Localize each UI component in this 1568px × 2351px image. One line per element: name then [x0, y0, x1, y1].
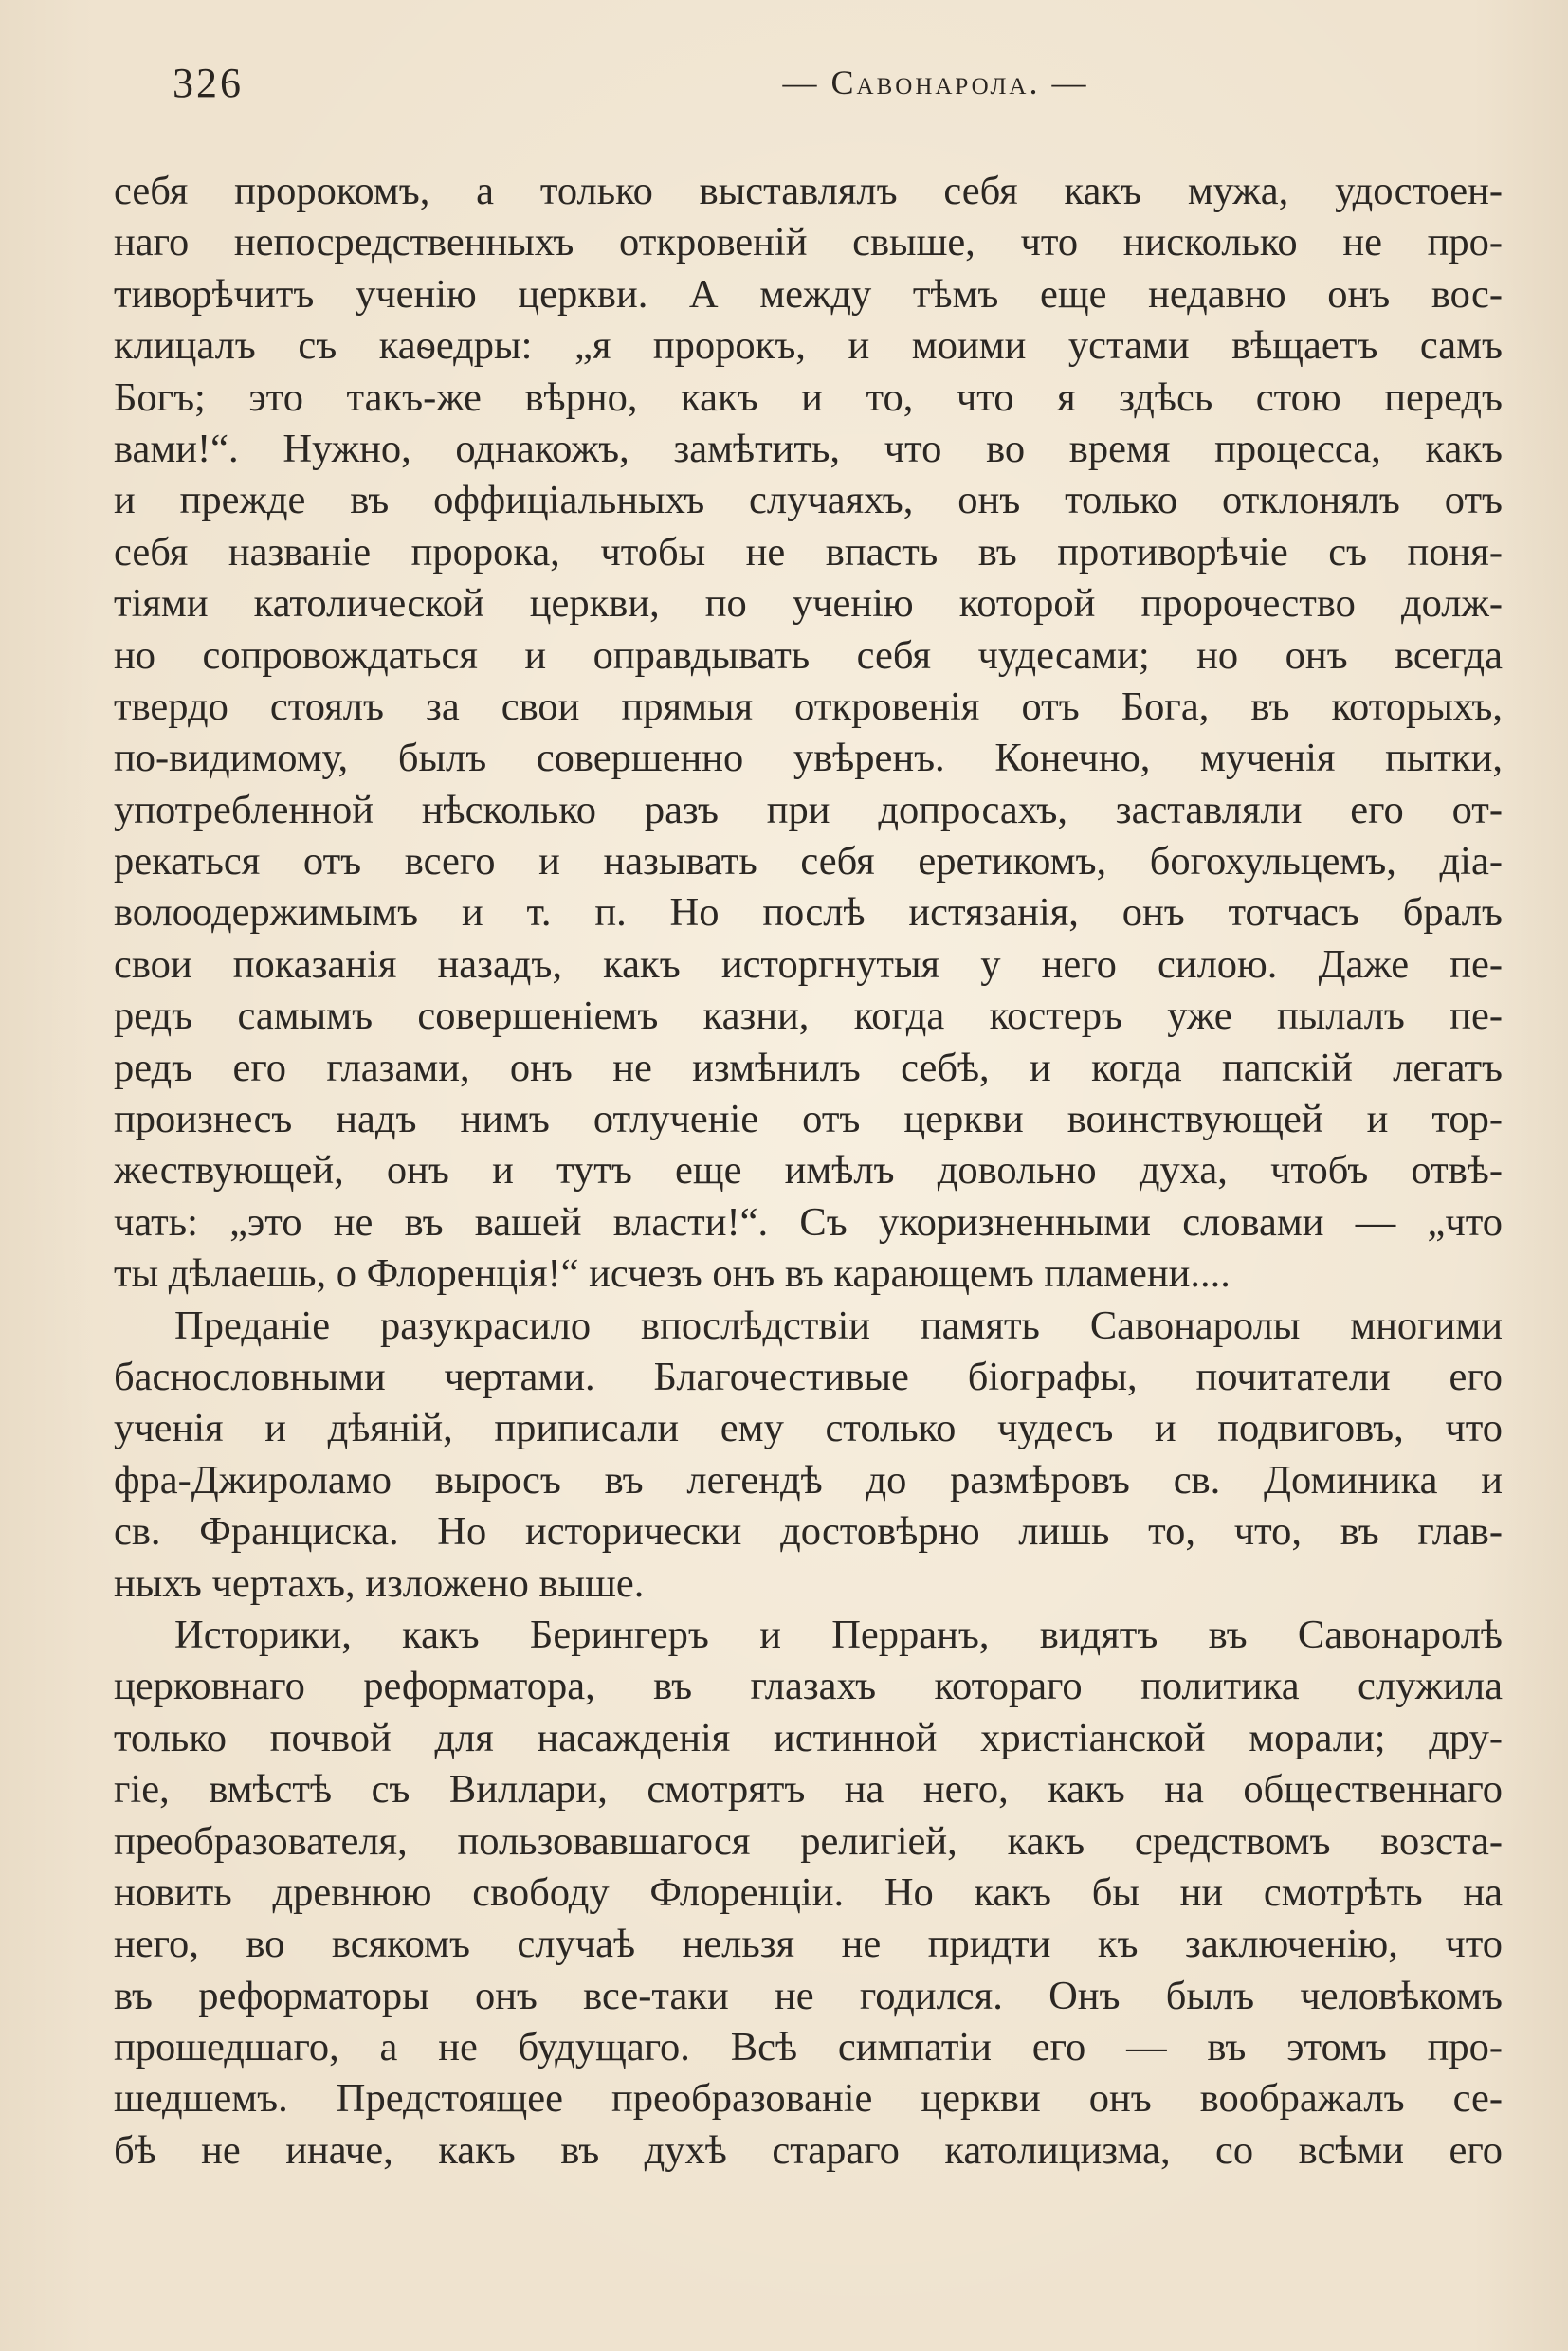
- text-line: въ реформаторы онъ все-таки не годился. Онъ былъ человѣкомъ: [114, 1973, 1503, 2018]
- text-line: свои показанiя назадъ, какъ исторгнутыя у него силою. Даже пе-: [114, 941, 1503, 987]
- text-line: наго непосредственныхъ откровенiй свыше, что нисколько не про-: [114, 220, 1503, 265]
- page-number: 326: [173, 60, 244, 106]
- text-line: преобразователя, пользовавшагося религiей, какъ средствомъ возста-: [114, 1818, 1503, 1864]
- text-line: церковнаго реформатора, въ глазахъ котораго политика служила: [114, 1664, 1503, 1709]
- text-line: себя названiе пророка, чтобы не впасть въ противорѣчiе съ поня-: [114, 529, 1503, 574]
- text-line: себя пророкомъ, а только выставлялъ себя какъ мужа, удостоен-: [114, 169, 1503, 213]
- text-line: редъ самымъ совершенiемъ казни, когда костеръ уже пылалъ пе-: [114, 993, 1503, 1039]
- text-line: ты дѣлаешь, о Флоренцiя!“ исчезъ онъ въ карающемъ пламени....: [114, 1251, 1231, 1297]
- text-line: произнесъ надъ нимъ отлученiе отъ церкви воинствующей и тор-: [114, 1097, 1503, 1142]
- text-line: по-видимому, былъ совершенно увѣренъ. Конечно, мученiя пытки,: [114, 736, 1503, 781]
- text-line: употребленной нѣсколько разъ при допросахъ, заставляли его от-: [114, 787, 1503, 832]
- body-text: [114, 166, 1503, 2177]
- text-line: фра-Джироламо выросъ въ легендѣ до размѣровъ св. Доминика и: [114, 1457, 1503, 1503]
- text-line: тиворѣчитъ ученiю церкви. А между тѣмъ еще недавно онъ вос-: [114, 271, 1503, 317]
- paragraph-first-line: Историки, какъ Берингеръ и Перранъ, видятъ въ Савонаролѣ: [174, 1612, 1503, 1657]
- text-line: чать: „это не въ вашей власти!“. Съ укоризненными словами — „что: [114, 1199, 1503, 1245]
- text-line: новить древнюю свободу Флоренцiи. Но какъ бы ни смотрѣть на: [114, 1869, 1503, 1915]
- text-line: волоодержимымъ и т. п. Но послѣ истязанiя, онъ тотчасъ бралъ: [114, 890, 1503, 936]
- text-line: ученiя и дѣянiй, приписали ему столько чудесъ и подвиговъ, что: [114, 1406, 1503, 1451]
- text-line: бѣ не иначе, какъ въ духѣ стараго католицизма, со всѣми его: [114, 2127, 1503, 2173]
- text-line: него, во всякомъ случаѣ нельзя не придти къ заключенiю, что: [114, 1922, 1503, 1967]
- text-line: ныхъ чертахъ, изложено выше.: [114, 1560, 645, 1606]
- text-line: прошедшаго, а не будущаго. Всѣ симпатiи его — въ этомъ про-: [114, 2025, 1503, 2070]
- running-title: — Савонарола. —: [782, 64, 1089, 101]
- text-line: но сопровождаться и оправдывать себя чудесами; но онъ всегда: [114, 632, 1503, 678]
- text-line: редъ его глазами, онъ не измѣнилъ себѣ, и когда папскiй легатъ: [114, 1045, 1503, 1090]
- text-line: гiе, вмѣстѣ съ Виллари, смотрятъ на него, какъ на общественнаго: [114, 1767, 1503, 1813]
- page-header: [173, 59, 1492, 116]
- text-line: и прежде въ оффицiальныхъ случаяхъ, онъ только отклонялъ отъ: [114, 478, 1503, 523]
- text-line: тiями католической церкви, по ученiю которой пророчество долж-: [114, 581, 1503, 627]
- text-line: шедшемъ. Предстоящее преобразованiе церкви онъ воображалъ се-: [114, 2076, 1503, 2122]
- text-line: вами!“. Нужно, однакожъ, замѣтить, что во время процесса, какъ: [114, 426, 1503, 471]
- text-line: рекаться отъ всего и называть себя еретикомъ, богохульцемъ, дiа-: [114, 839, 1503, 884]
- text-line: Богъ; это такъ-же вѣрно, какъ и то, что я здѣсь стою передъ: [114, 374, 1503, 420]
- text-line: баснословными чертами. Благочестивые бiографы, почитатели его: [114, 1354, 1503, 1399]
- text-line: клицалъ съ каѳедры: „я пророкъ, и моими устами вѣщаетъ самъ: [114, 323, 1503, 369]
- text-line: св. Франциска. Но исторически достовѣрно лишь то, что, въ глав-: [114, 1509, 1503, 1555]
- text-line: твердо стоялъ за свои прямыя откровенiя отъ Бога, въ которыхъ,: [114, 683, 1503, 729]
- paragraph-first-line: Преданiе разукрасило впослѣдствiи память Савонаролы многими: [174, 1303, 1503, 1348]
- text-line: только почвой для насажденiя истинной христiанской морали; дру-: [114, 1715, 1503, 1760]
- text-line: жествующей, онъ и тутъ еще имѣлъ довольно духа, чтобъ отвѣ-: [114, 1148, 1503, 1194]
